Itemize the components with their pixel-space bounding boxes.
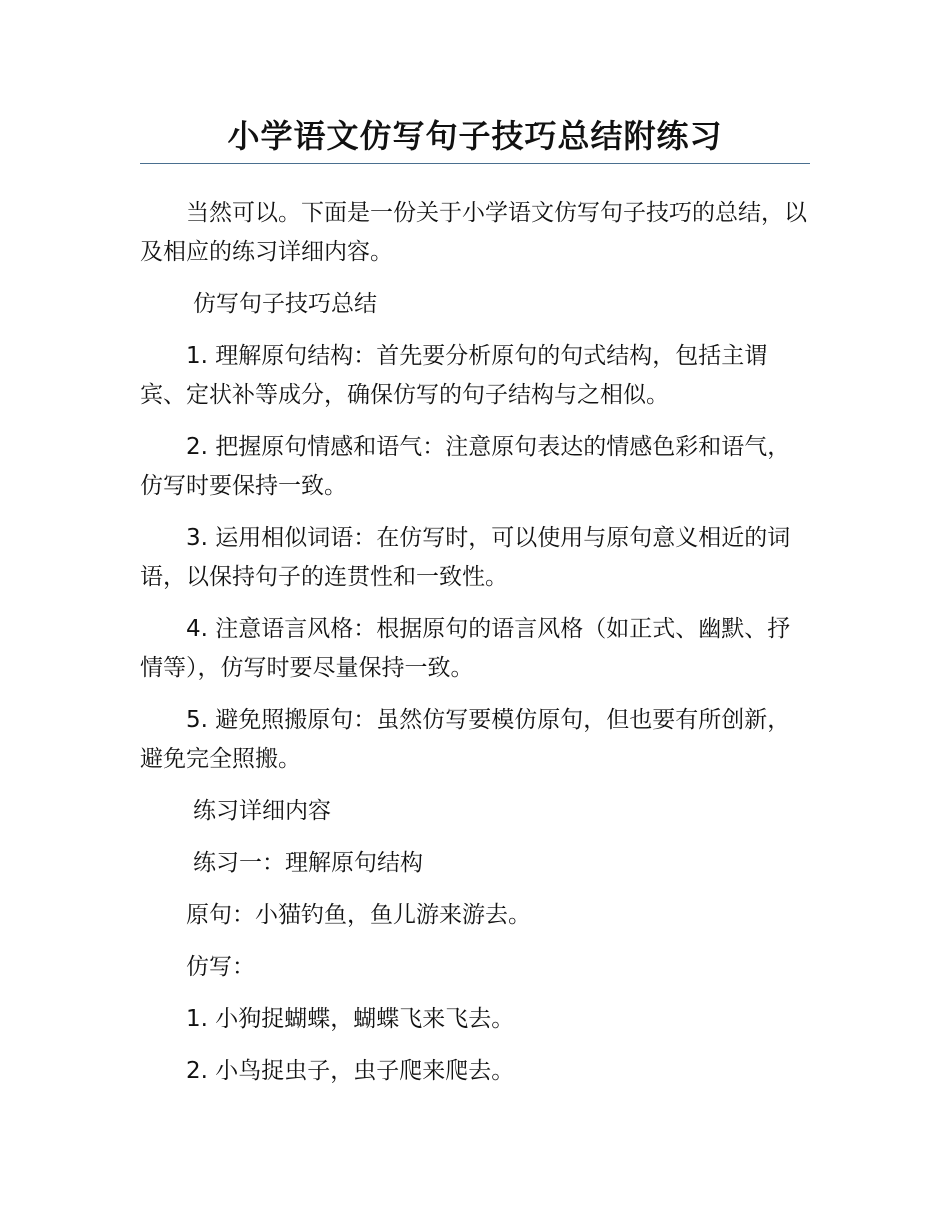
exercise-heading: 练习一：理解原句结构 xyxy=(193,850,423,876)
tip-item: 1. 理解原句结构：首先要分析原句的句式结构，包括主谓宾、定状补等成分，确保仿写的句子结构与之相似。 xyxy=(140,343,768,408)
section-heading-tips: 仿写句子技巧总结 xyxy=(193,291,377,317)
tip-item: 5. 避免照搬原句：虽然仿写要模仿原句，但也要有所创新，避免完全照搬。 xyxy=(140,707,791,772)
title-underline xyxy=(140,163,810,164)
original-sentence: 原句：小猫钓鱼，鱼儿游来游去。 xyxy=(186,902,531,928)
document-body xyxy=(140,194,812,1104)
tip-item: 3. 运用相似词语：在仿写时，可以使用与原句意义相近的词语，以保持句子的连贯性和一致性。 xyxy=(140,525,791,590)
imitation-item: 2. 小鸟捉虫子，虫子爬来爬去。 xyxy=(186,1058,515,1084)
tip-item: 4. 注意语言风格：根据原句的语言风格（如正式、幽默、抒情等），仿写时要尽量保持一致。 xyxy=(140,616,791,681)
imitation-item: 1. 小狗捉蝴蝶，蝴蝶飞来飞去。 xyxy=(186,1006,515,1032)
imitation-label: 仿写： xyxy=(186,954,255,980)
document-title: 小学语文仿写句子技巧总结附练习 xyxy=(227,117,723,155)
tip-item: 2. 把握原句情感和语气：注意原句表达的情感色彩和语气，仿写时要保持一致。 xyxy=(140,434,791,499)
intro-paragraph: 当然可以。下面是一份关于小学语文仿写句子技巧的总结，以及相应的练习详细内容。 xyxy=(140,200,807,265)
section-heading-exercises: 练习详细内容 xyxy=(193,798,331,824)
